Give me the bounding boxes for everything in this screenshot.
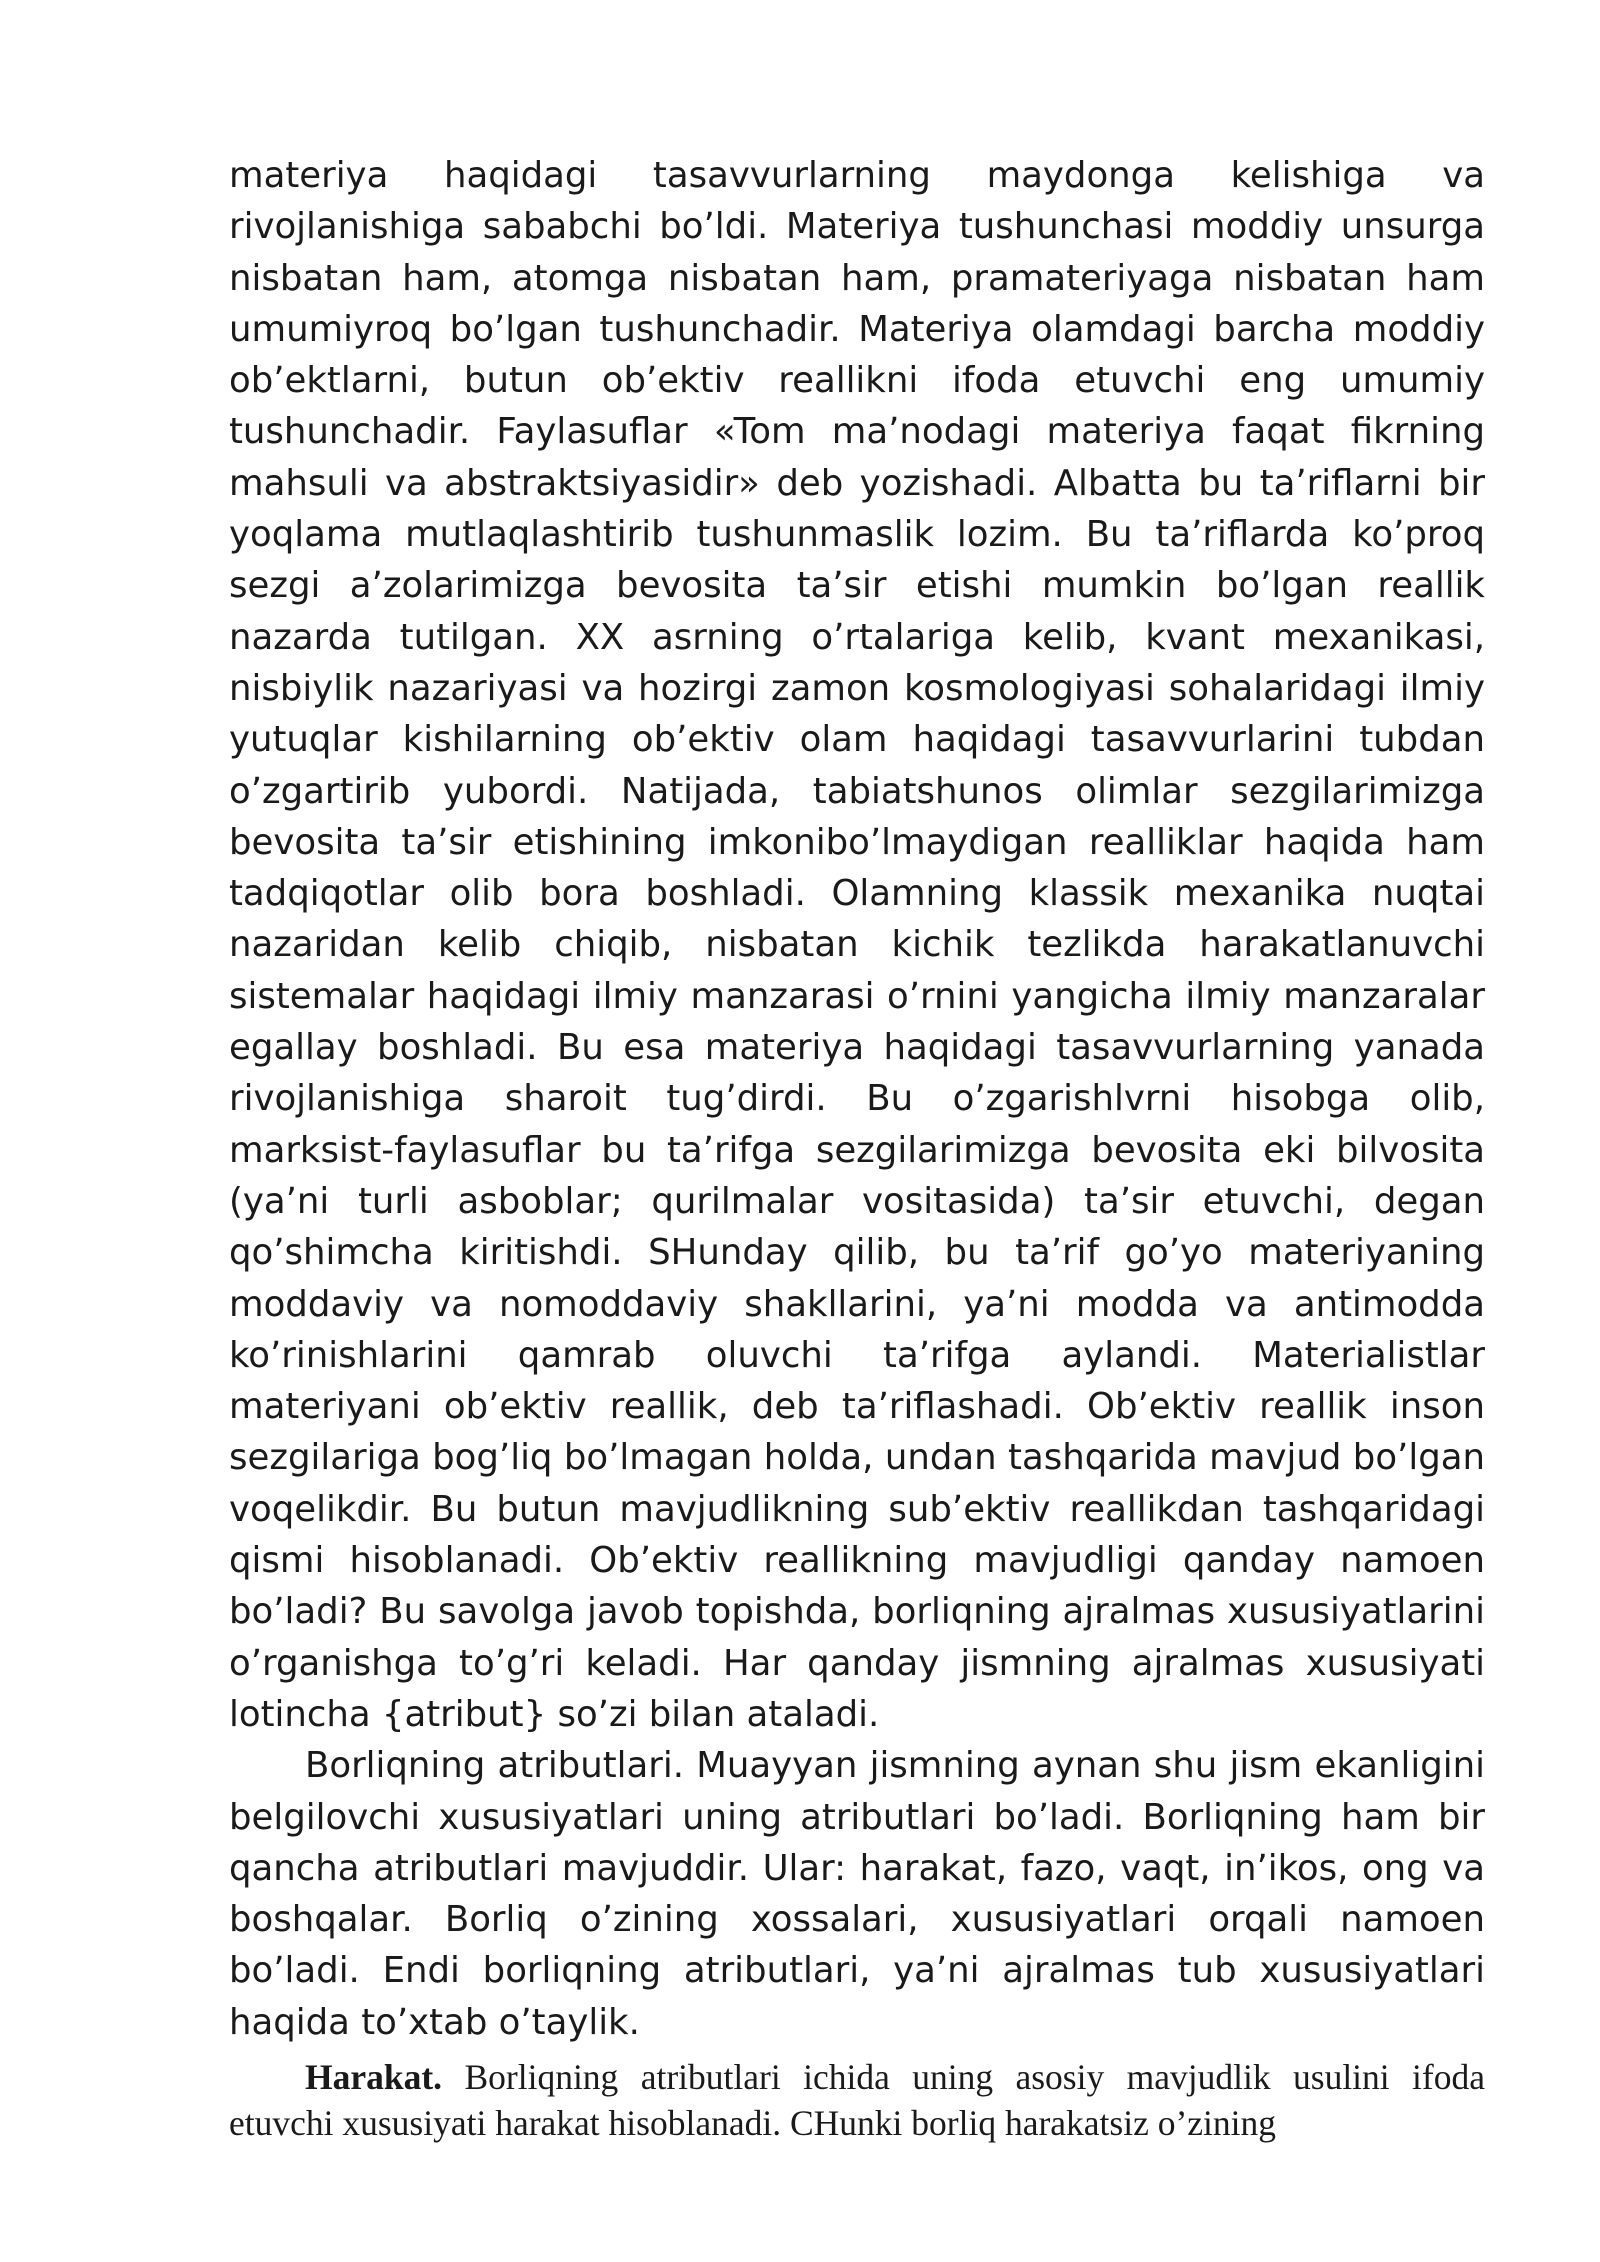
harakat-paragraph-text: Borliqning atributlari ichida uning asosiy mavjudlik usulini ifoda etuvchi xususiyati harakat hisoblanadi. CHunki borliq harakatsiz o’zining	[229, 2056, 1485, 2143]
body-paragraph-materiya: materiya haqidagi tasavvurlarning maydonga kelishiga va rivojlanishiga sababchi bo’ldi. Materiya tushunchasi moddiy unsurga nisbatan ham, atomga nisbatan ham, pramateriyaga nisbatan ham umumiyroq bo’lgan tushunchadir. Materiya olamdagi barcha moddiy ob’ektlarni, butun ob’ektiv reallikni ifoda etuvchi eng umumiy tushunchadir. Faylasuflar «Tom ma’nodagi materiya faqat fikrning mahsuli va abstraktsiyasidir» deb yozishadi. Albatta bu ta’riflarni bir yoqlama mutlaqlashtirib tushunmaslik lozim. Bu ta’riflarda ko’proq sezgi a’zolarimizga bevosita ta’sir etishi mumkin bo’lgan reallik nazarda tutilgan. XX asrning o’rtalariga kelib, kvant mexanikasi, nisbiylik nazariyasi va hozirgi zamon kosmologiyasi sohalaridagi ilmiy yutuqlar kishilarning ob’ektiv olam haqidagi tasavvurlarini tubdan o’zgartirib yubordi. Natijada, tabiatshunos olimlar sezgilarimizga bevosita ta’sir etishining imkonibo’lmaydigan realliklar haqida ham tadqiqotlar olib bora boshladi. Olamning klassik mexanika nuqtai nazaridan kelib chiqib, nisbatan kichik tezlikda harakatlanuvchi sistemalar haqidagi ilmiy manzarasi o’rnini yangicha ilmiy manzaralar egallay boshladi. Bu esa materiya haqidagi tasavvurlarning yanada rivojlanishiga sharoit tug’dirdi. Bu o’zgarishlvrni hisobga olib, marksist-faylasuflar bu ta’rifga sezgilarimizga bevosita eki bilvosita (ya’ni turli asboblar; qurilmalar vositasida) ta’sir etuvchi, degan qo’shimcha kiritishdi. SHunday qilib, bu ta’rif go’yo materiyaning moddaviy va nomoddaviy shakllarini, ya’ni modda va antimodda ko’rinishlarini qamrab oluvchi ta’rifga aylandi. Materialistlar materiyani ob’ektiv reallik, deb ta’riflashadi. Ob’ektiv reallik inson sezgilariga bog’liq bo’lmagan holda, undan tashqarida mavjud bo’lgan voqelikdir. Bu butun mavjudlikning sub’ektiv reallikdan tashqaridagi qismi hisoblanadi. Ob’ektiv reallikning mavjudligi qanday namoen bo’ladi? Bu savolga javob topishda, borliqning ajralmas xususiyatlarini o’rganishga to’g’ri keladi. Har qanday jismning ajralmas xususiyati lotincha {atribut} so’zi bilan ataladi.	[229, 155, 1485, 1735]
body-paragraph-atributlar: Borliqning atributlari. Muayyan jismning aynan shu jism ekanligini belgilovchi xususiyatlari uning atributlari bo’ladi. Borliqning ham bir qancha atributlari mavjuddir. Ular: harakat, fazo, vaqt, in’ikos, ong va boshqalar. Borliq o’zining xossalari, xususiyatlari orqali namoen bo’ladi. Endi borliqning atributlari, ya’ni ajralmas tub xususiyatlari haqida to’xtab o’taylik.	[229, 1745, 1485, 2043]
document-page	[229, 150, 1485, 2146]
body-paragraph-harakat	[229, 2054, 1485, 2146]
section-heading-harakat: Harakat.	[305, 2056, 443, 2097]
